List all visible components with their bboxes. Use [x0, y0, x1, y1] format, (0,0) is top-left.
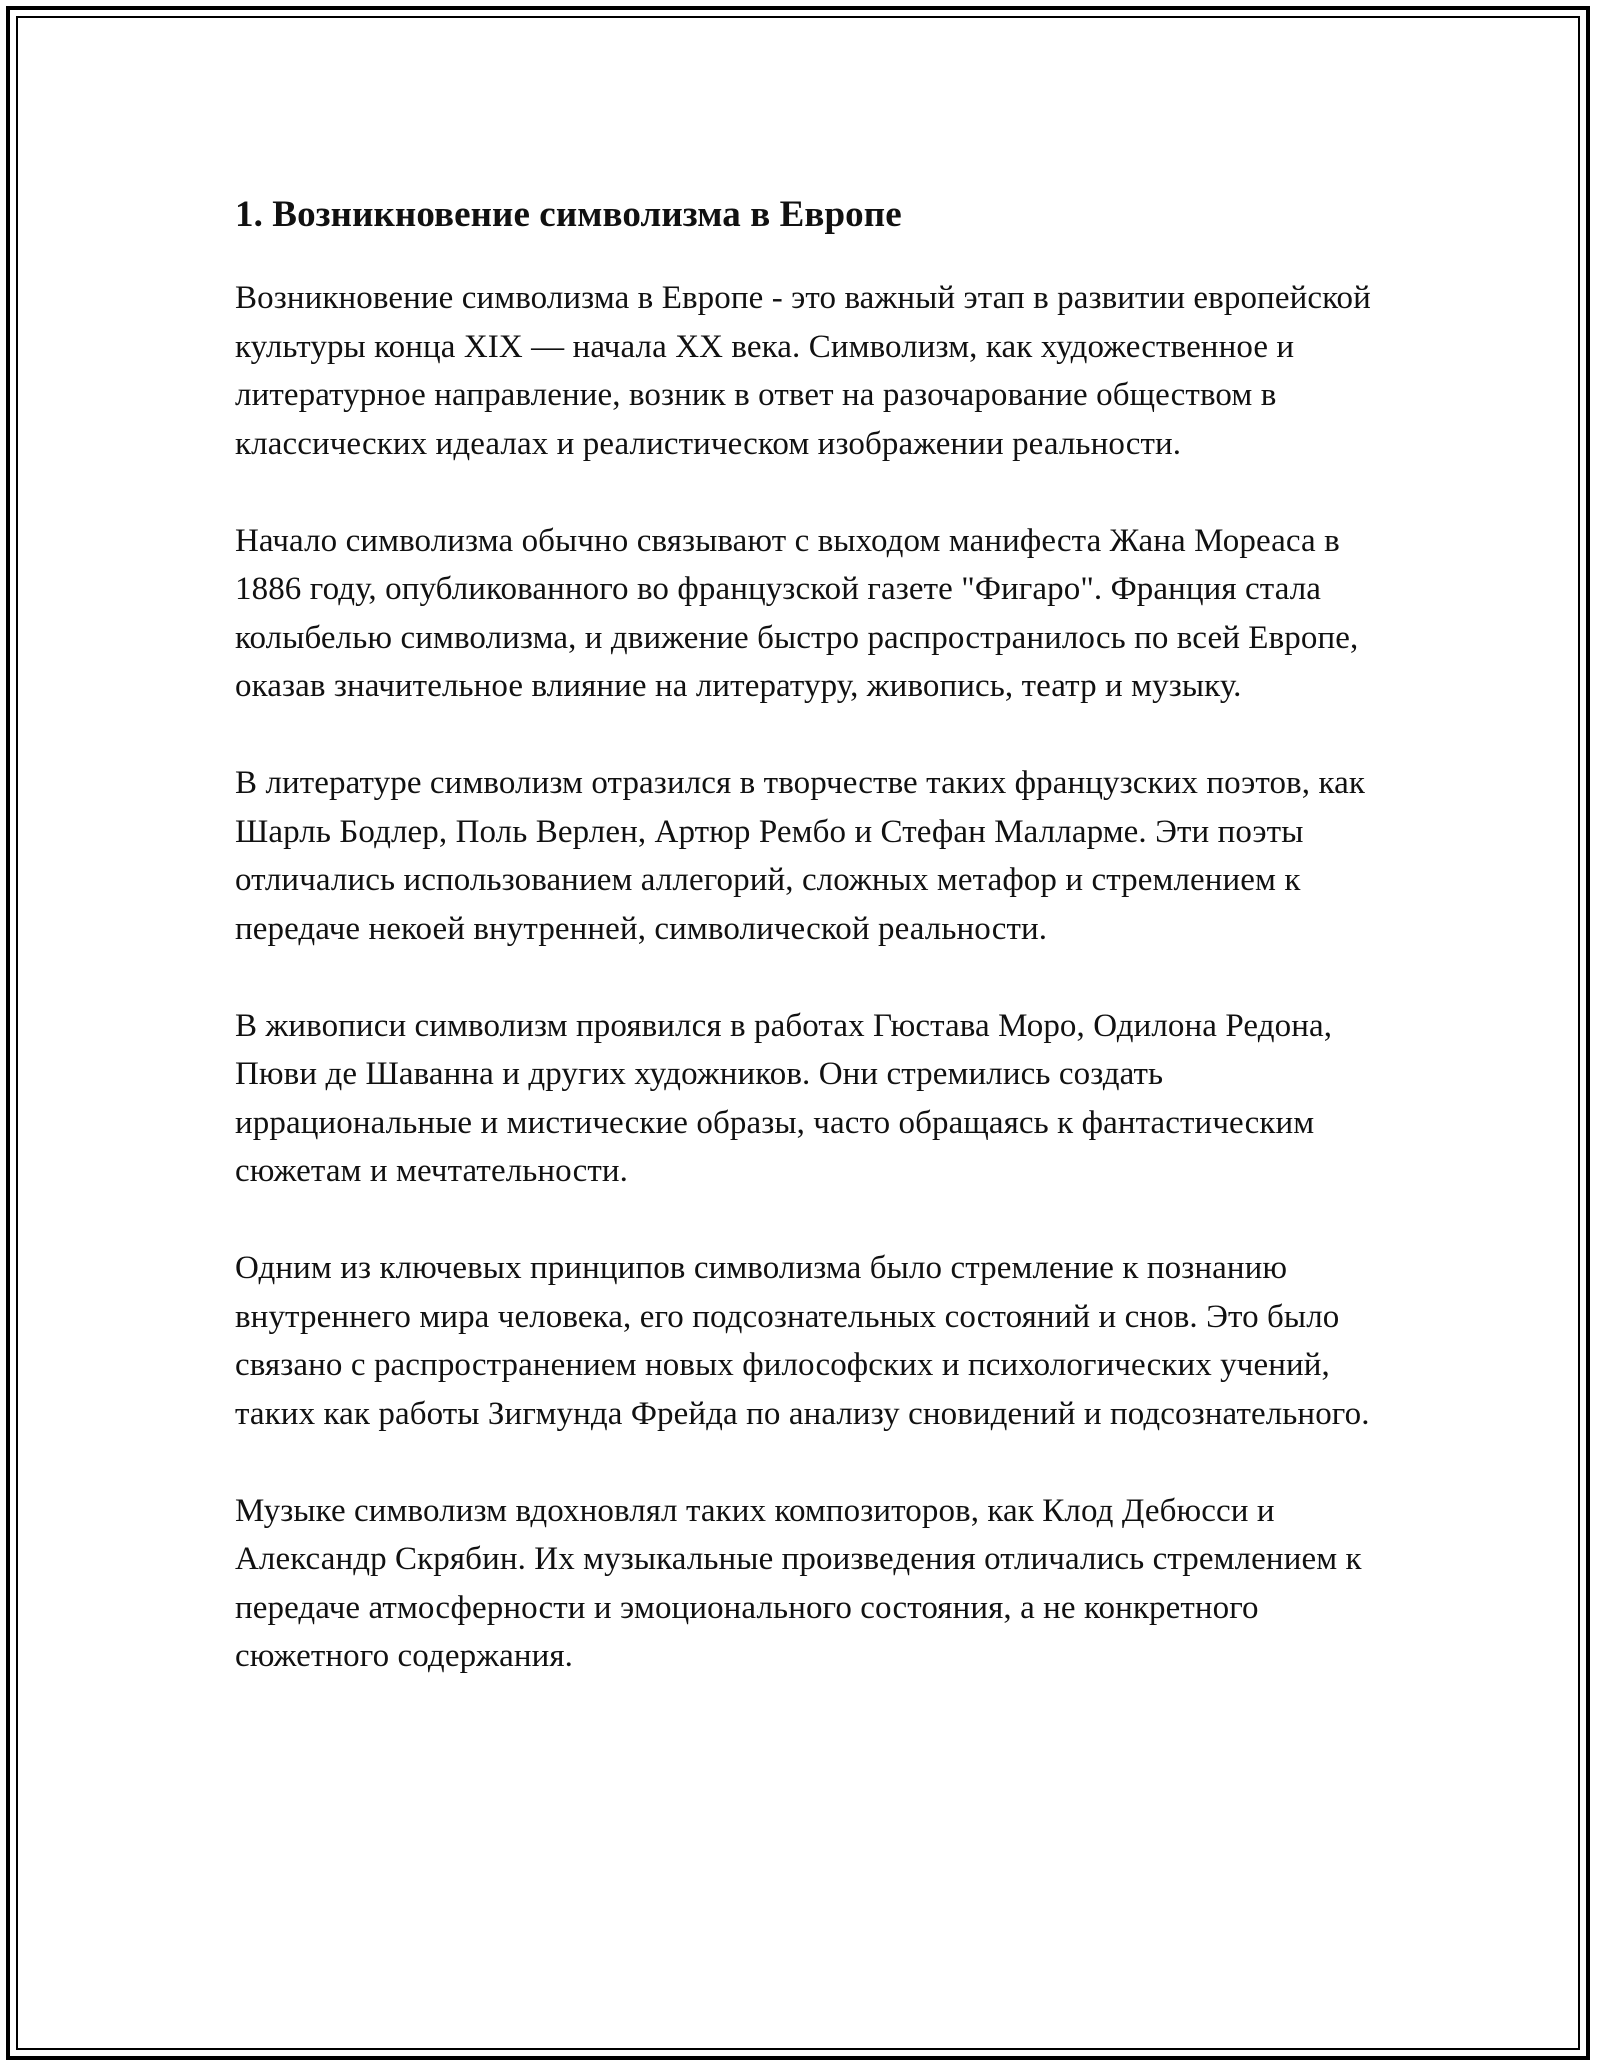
paragraph-2: Начало символизма обычно связывают с выходом манифеста Жана Мореаса в 1886 году, опубликованного во французской газете "Фигаро". Франция стала колыбелью символизма, и движение быстро распространилось по всей Европе, оказав значительное влияние на литературу, живопись, театр и музыку.	[235, 522, 1359, 704]
paragraph-6: Музыке символизм вдохновлял таких композиторов, как Клод Дебюсси и Александр Скрябин. Их музыкальные произведения отличались стремлением к передаче атмосферности и эмоционального состояния, а не конкретного сюжетного содержания.	[235, 1492, 1362, 1674]
paragraph-5: Одним из ключевых принципов символизма было стремление к познанию внутреннего мира человека, его подсознательных состояний и снов. Это было связано с распространением новых философских и психологических учений, таких как работы Зигмунда Фрейда по анализу сновидений и подсознательного.	[235, 1250, 1370, 1432]
paragraph-1: Возникновение символизма в Европе - это важный этап в развитии европейской культуры конца XIX — начала XX века. Символизм, как художественное и литературное направление, возник в ответ на разочарование обществом в классических идеалах и реалистическом изображении реальности.	[235, 280, 1371, 462]
document-body	[235, 182, 1385, 1729]
section-heading: 1. Возникновение символизма в Европе	[235, 194, 902, 235]
paragraph-3: В литературе символизм отразился в творчестве таких французских поэтов, как Шарль Бодлер, Поль Верлен, Артюр Рембо и Стефан Малларме. Эти поэты отличались использованием аллегорий, сложных метафор и стремлением к передаче некоей внутренней, символической реальности.	[235, 765, 1365, 947]
paragraph-4: В живописи символизм проявился в работах Гюстава Моро, Одилона Редона, Пюви де Шаванна и других художников. Они стремились создать иррациональные и мистические образы, часто обращаясь к фантастическим сюжетам и мечтательности.	[235, 1007, 1333, 1189]
